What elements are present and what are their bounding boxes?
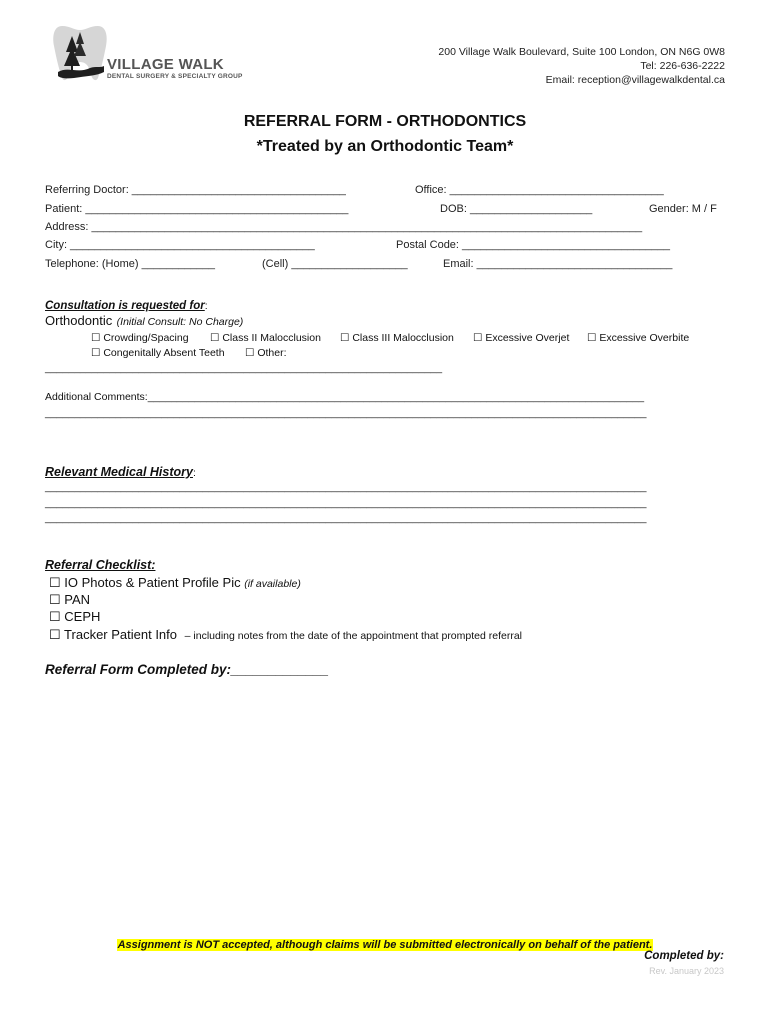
dob-field[interactable]: DOB: ____________________ (440, 203, 593, 215)
option-class-iii[interactable]: ☐ Class III Malocclusion (340, 332, 454, 344)
checklist-label-pan: PAN (64, 592, 91, 607)
checklist-heading: Referral Checklist: (45, 558, 156, 572)
gender-field[interactable]: Gender: M / F (649, 203, 717, 215)
checklist-label-ceph: CEPH (64, 609, 101, 624)
checklist-label-photos: IO Photos & Patient Profile Pic (64, 575, 241, 590)
consult-type: Orthodontic (45, 313, 113, 328)
checklist-item-ceph[interactable] (49, 609, 100, 625)
form-subtitle: *Treated by an Orthodontic Team* (256, 138, 514, 155)
contact-email: Email: reception@villagewalkdental.ca (545, 74, 725, 86)
medical-colon: : (192, 467, 196, 479)
option-class-ii[interactable]: ☐ Class II Malocclusion (210, 332, 321, 344)
checkbox-ceph[interactable]: ☐ (49, 609, 61, 624)
orthodontic-row (45, 312, 243, 330)
address-field[interactable]: Address: __________________________________________________________________________________________ (45, 221, 643, 233)
checkbox-tracker[interactable]: ☐ (49, 627, 61, 642)
additional-comments-line[interactable]: _______________________________________________________________________________________________________ (45, 407, 647, 419)
tooth-tree-icon (50, 22, 110, 84)
option-absent-teeth[interactable]: ☐ Congenitally Absent Teeth (91, 347, 225, 359)
email-field[interactable]: Email: ________________________________ (443, 258, 673, 270)
referring-doctor-field[interactable]: Referring Doctor: ___________________________________ (45, 184, 346, 196)
form-title: REFERRAL FORM - ORTHODONTICS (243, 113, 527, 130)
option-overjet[interactable]: ☐ Excessive Overjet (473, 332, 570, 344)
contact-block (438, 45, 725, 87)
option-other[interactable]: ☐ Other: (245, 347, 287, 359)
checklist-label-tracker: Tracker Patient Info (64, 627, 178, 642)
option-crowding[interactable]: ☐ Crowding/Spacing (91, 332, 189, 344)
consult-note: (Initial Consult: No Charge) (116, 316, 244, 328)
medical-line-3[interactable]: _______________________________________________________________________________________________________ (45, 512, 647, 524)
medical-heading: Relevant Medical History (45, 465, 193, 479)
village-walk-logo (50, 22, 243, 84)
checklist-note-tracker: – including notes from the date of the appointment that prompted referral (184, 630, 523, 642)
additional-comments-field[interactable]: Additional Comments:_____________________________________________________________________________________ (45, 391, 645, 403)
city-field[interactable]: City: ________________________________________ (45, 239, 315, 251)
option-overbite[interactable]: ☐ Excessive Overbite (587, 332, 690, 344)
checklist-note-photos: (if available) (244, 578, 301, 590)
logo-subtitle: DENTAL SURGERY & SPECIALTY GROUP (107, 73, 243, 80)
contact-tel: Tel: 226-636-2222 (640, 60, 725, 72)
office-field[interactable]: Office: ___________________________________ (415, 184, 664, 196)
checklist-item-tracker[interactable] (49, 627, 522, 643)
consultation-heading: Consultation is requested for (45, 300, 205, 312)
medical-line-2[interactable]: _______________________________________________________________________________________________________ (45, 497, 647, 509)
medical-heading-row (45, 463, 196, 481)
logo-name: VILLAGE WALK (107, 56, 224, 73)
checkbox-photos[interactable]: ☐ (49, 575, 61, 590)
completed-by-label: Completed by: (644, 950, 724, 962)
medical-line-1[interactable]: _______________________________________________________________________________________________________ (45, 481, 647, 493)
checklist-item-pan[interactable] (49, 592, 90, 608)
telephone-cell-field[interactable]: (Cell) ___________________ (262, 258, 408, 270)
other-line[interactable]: ____________________________________________________________________ (45, 362, 443, 374)
checklist-item-photos[interactable] (49, 575, 301, 591)
contact-address: 200 Village Walk Boulevard, Suite 100 London, ON N6G 0W8 (438, 46, 725, 58)
assignment-note: Assignment is NOT accepted, although claims will be submitted electronically on behalf of the patient. (117, 939, 653, 951)
telephone-home-field[interactable]: Telephone: (Home) ____________ (45, 258, 216, 270)
patient-field[interactable]: Patient: ___________________________________________ (45, 203, 349, 215)
postal-code-field[interactable]: Postal Code: __________________________________ (396, 239, 671, 251)
consultation-colon: : (204, 300, 208, 312)
form-completed-by[interactable]: Referral Form Completed by:_____________ (45, 662, 329, 677)
checkbox-pan[interactable]: ☐ (49, 592, 61, 607)
revision-date: Rev. January 2023 (649, 966, 724, 976)
